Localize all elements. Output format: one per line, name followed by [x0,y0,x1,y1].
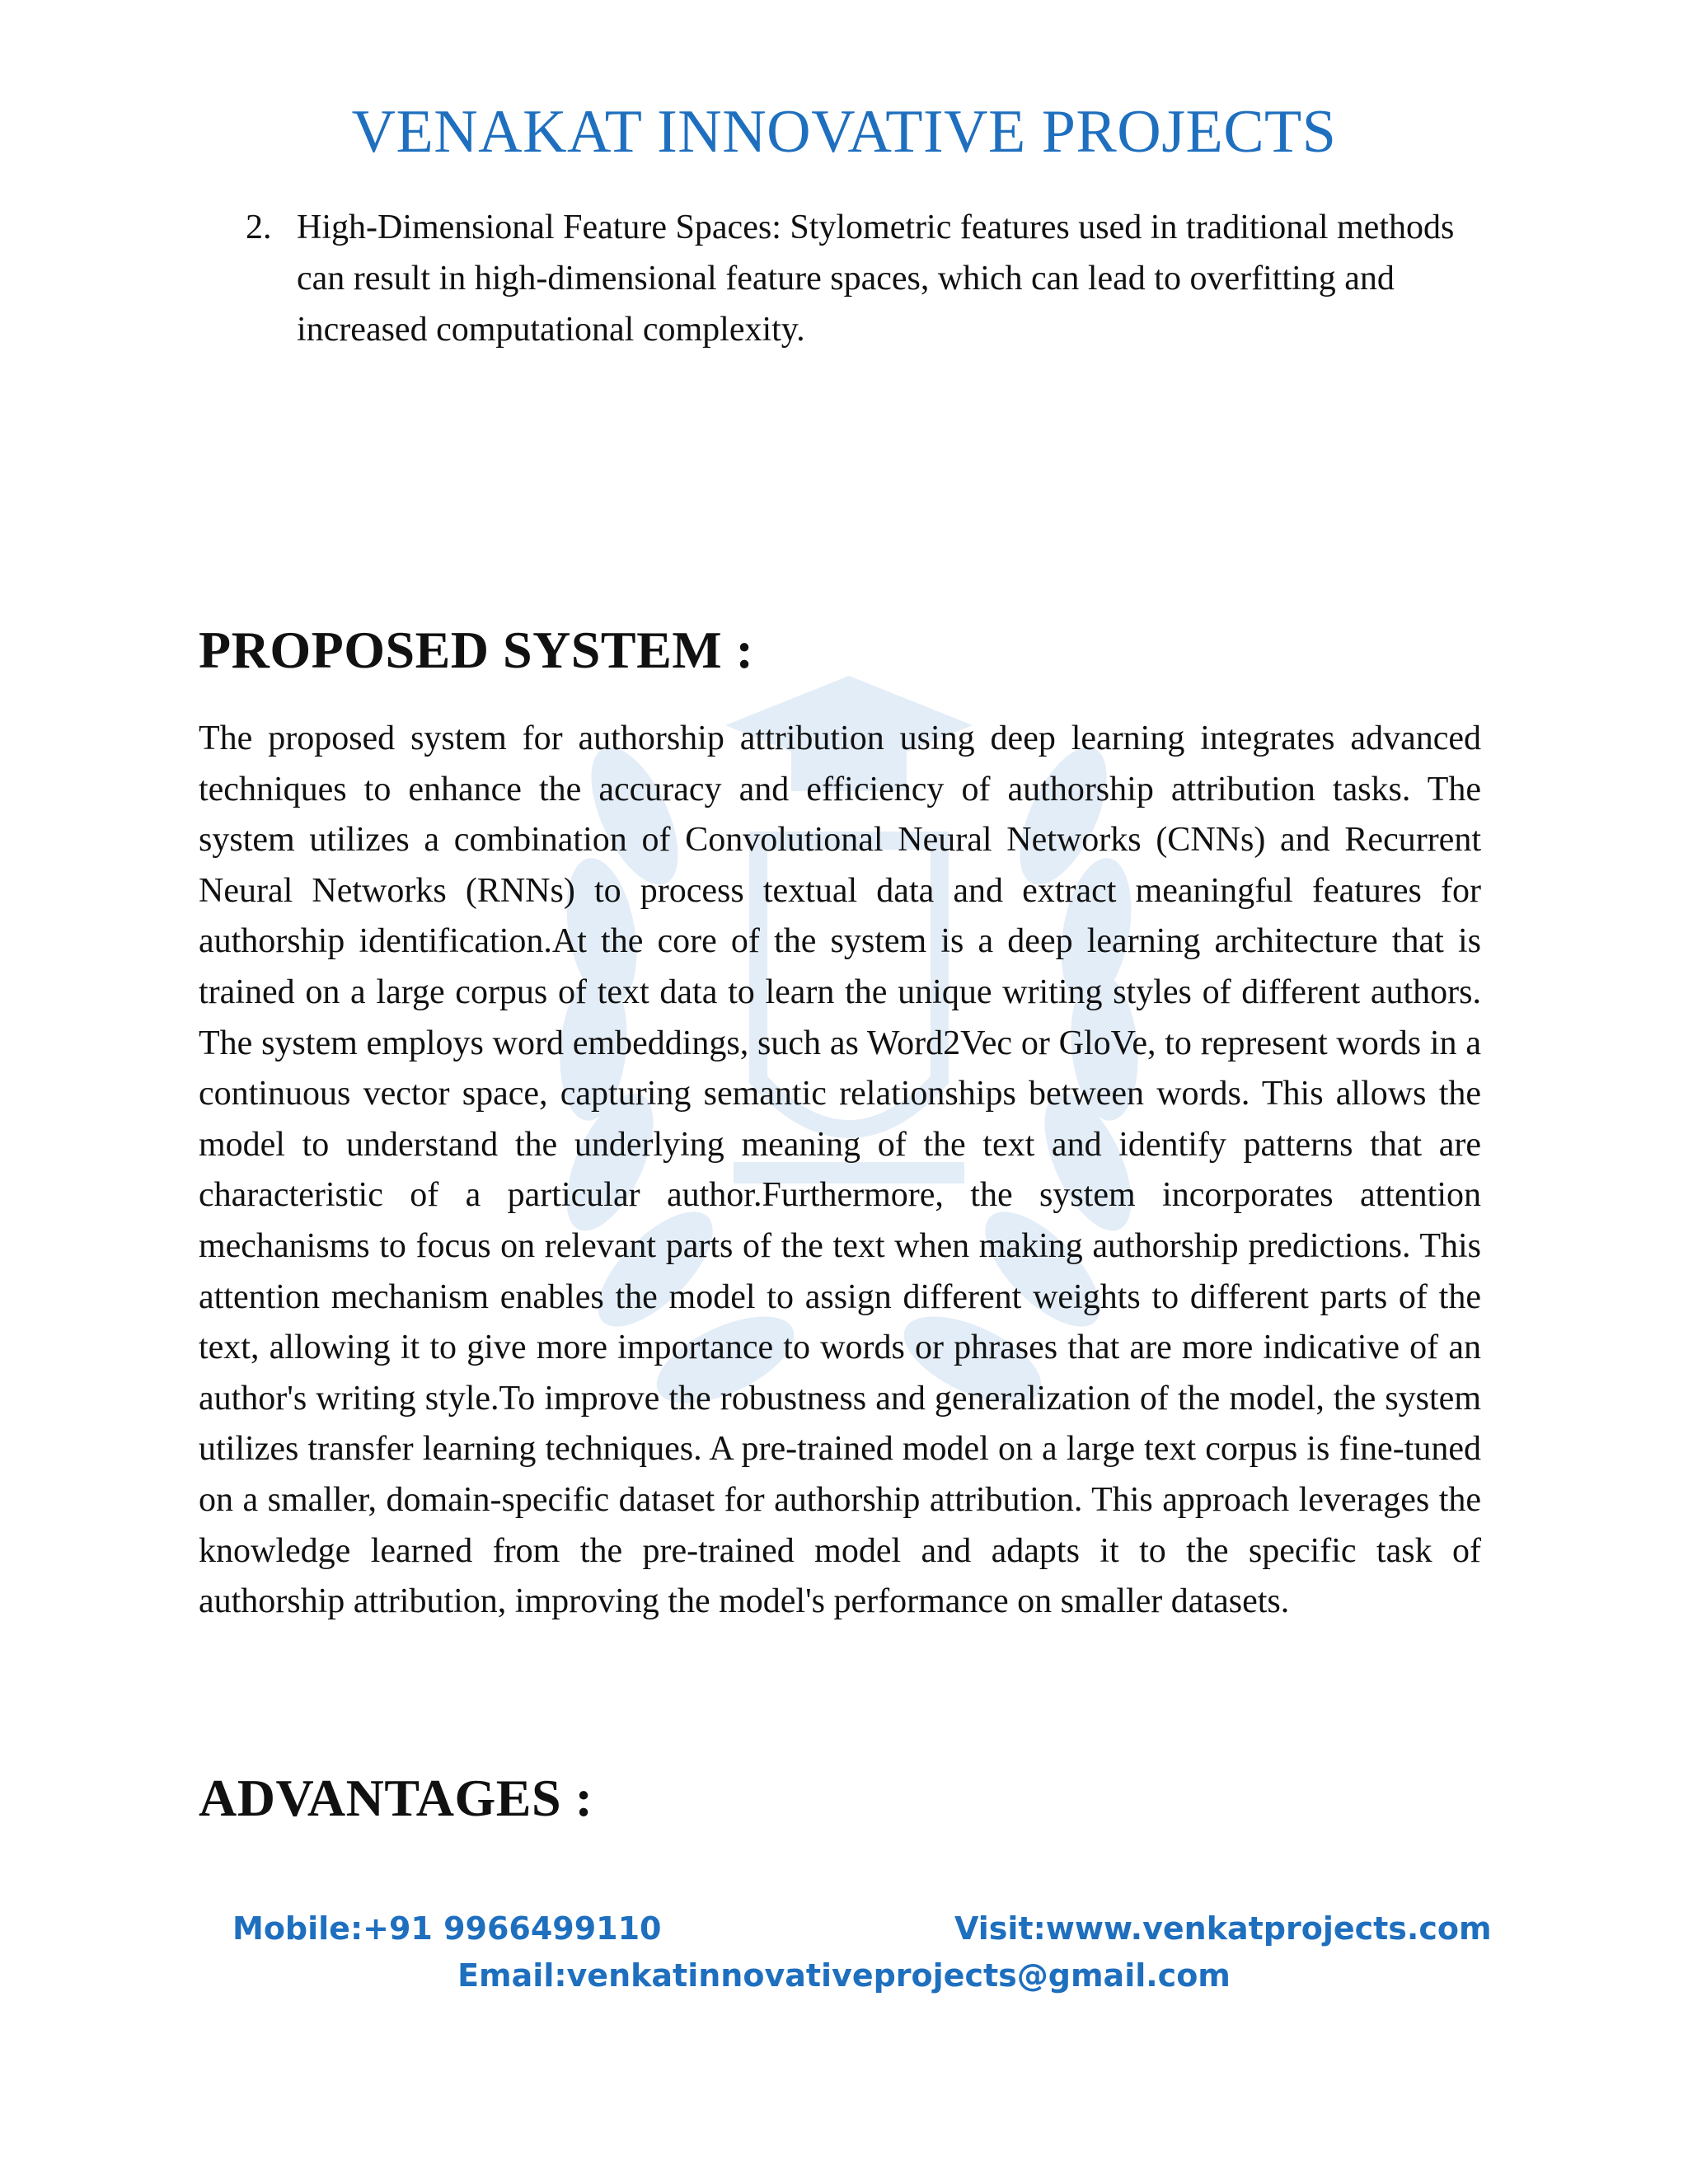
page-header-title: VENAKAT INNOVATIVE PROJECTS [351,98,1337,166]
numbered-list [246,202,1465,355]
footer-email-link[interactable]: Email:venkatinnovativeprojects@gmail.com [457,1957,1231,1994]
footer-website-link[interactable]: Visit:www.venkatprojects.com [954,1910,1492,1947]
advantages-heading: ADVANTAGES : [199,1769,593,1827]
proposed-system-paragraph: The proposed system for authorship attribution using deep learning integrates advanced techniques to enhance the accuracy and efficiency of authorship attribution tasks. The system utilizes a combination of Convolutional Neural Networks (CNNs) and Recurrent Neural Networks (RNNs) to process textual data and extract meaningful features for authorship identification.At the core of the system is a deep learning architecture that is trained on a large corpus of text data to learn the unique writing styles of different authors. The system employs word embeddings, such as Word2Vec or GloVe, to represent words in a continuous vector space, capturing semantic relationships between words. This allows the model to understand the underlying meaning of the text and identify patterns that are characteristic of a particular author.Furthermore, the system incorporates attention mechanisms to focus on relevant parts of the text when making authorship predictions. This attention mechanism enables the model to assign different weights to different parts of the text, allowing it to give more importance to words or phrases that are more indicative of an author's writing style.To improve the robustness and generalization of the model, the system utilizes transfer learning techniques. A pre-trained model on a large text corpus is fine-tuned on a smaller, domain-specific dataset for authorship attribution. This approach leverages the knowledge learned from the pre-trained model and adapts it to the specific task of authorship attribution, improving the model's performance on smaller datasets. [199,719,1481,1621]
list-item [246,202,1465,355]
footer-mobile: Mobile:+91 9966499110 [232,1910,662,1947]
proposed-system-heading: PROPOSED SYSTEM : [199,621,754,679]
list-item-text: High-Dimensional Feature Spaces: Stylometric features used in traditional methods can result in high-dimensional feature spaces, which can lead to overfitting and increased computational complexity. [297,209,1455,349]
list-item-number: 2. [246,209,272,246]
